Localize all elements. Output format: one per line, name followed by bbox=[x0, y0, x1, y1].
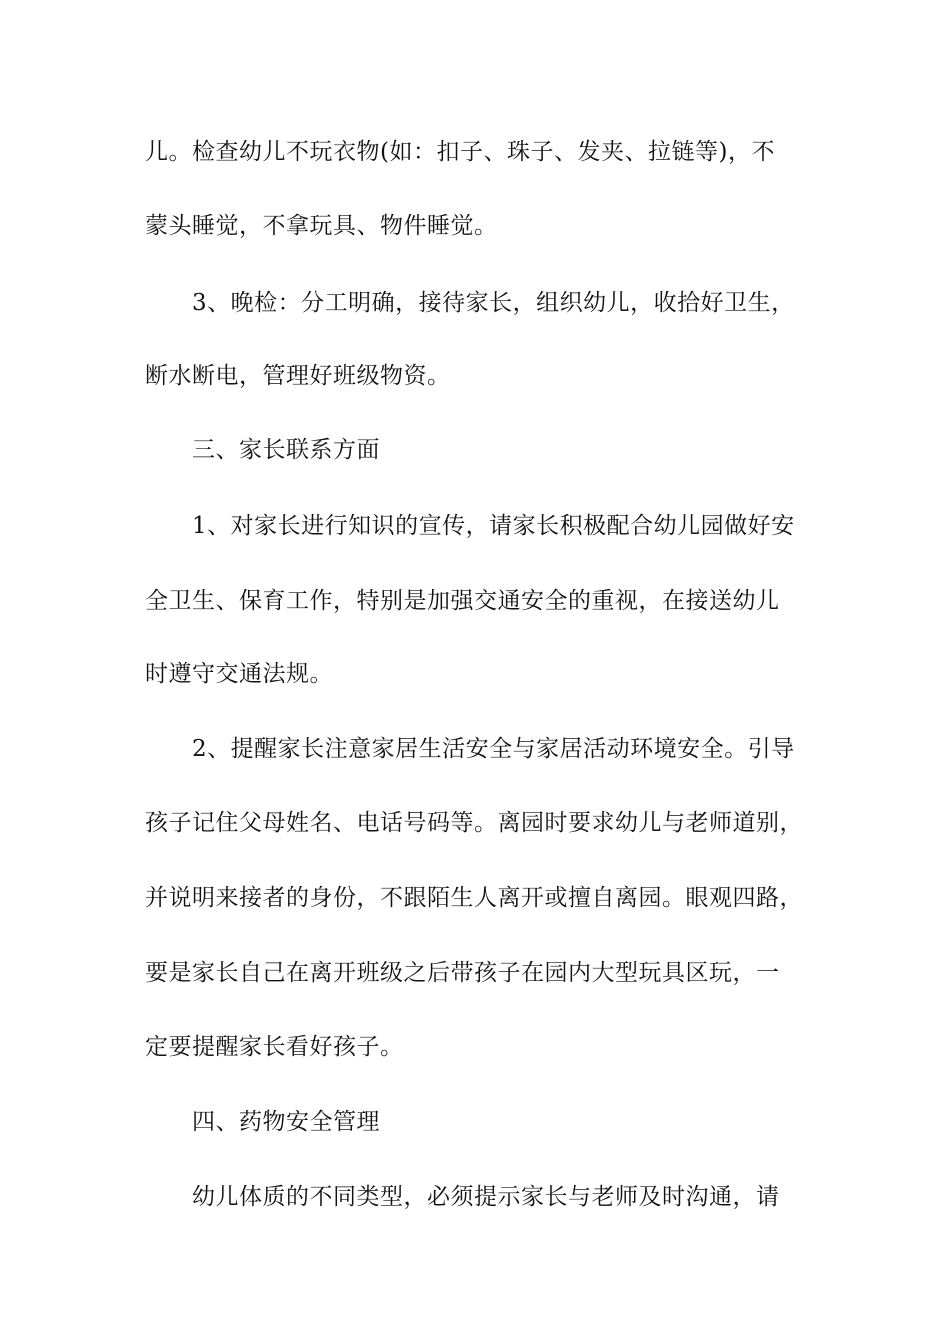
text-line: 时遵守交通法规。 bbox=[145, 661, 333, 687]
text-line: 儿。检查幼儿不玩衣物(如：扣子、珠子、发夹、拉链等)，不 bbox=[145, 139, 775, 165]
text-line: 并说明来接者的身份，不跟陌生人离开或擅自离园。眼观四路， bbox=[145, 885, 803, 911]
paragraph-line: 1、对家长进行知识的宣传，请家长积极配合幼儿园做好安 bbox=[192, 513, 795, 539]
text-line: 蒙头睡觉，不拿玩具、物件睡觉。 bbox=[145, 213, 498, 239]
paragraph-line: 2、提醒家长注意家居生活安全与家居活动环境安全。引导 bbox=[192, 736, 795, 762]
text-line: 定要提醒家长看好孩子。 bbox=[145, 1034, 404, 1060]
section-heading: 四、药物安全管理 bbox=[192, 1109, 380, 1135]
text-line: 要是家长自己在离开班级之后带孩子在园内大型玩具区玩，一 bbox=[145, 960, 780, 986]
text-line: 全卫生、保育工作，特别是加强交通安全的重视，在接送幼儿 bbox=[145, 588, 780, 614]
paragraph-line: 幼儿体质的不同类型，必须提示家长与老师及时沟通，请 bbox=[192, 1184, 780, 1210]
text-line: 断水断电，管理好班级物资。 bbox=[145, 363, 451, 389]
paragraph-line: 3、晚检：分工明确，接待家长，组织幼儿，收拾好卫生， bbox=[192, 290, 795, 316]
section-heading: 三、家长联系方面 bbox=[192, 437, 380, 463]
text-line: 孩子记住父母姓名、电话号码等。离园时要求幼儿与老师道别， bbox=[145, 810, 803, 836]
